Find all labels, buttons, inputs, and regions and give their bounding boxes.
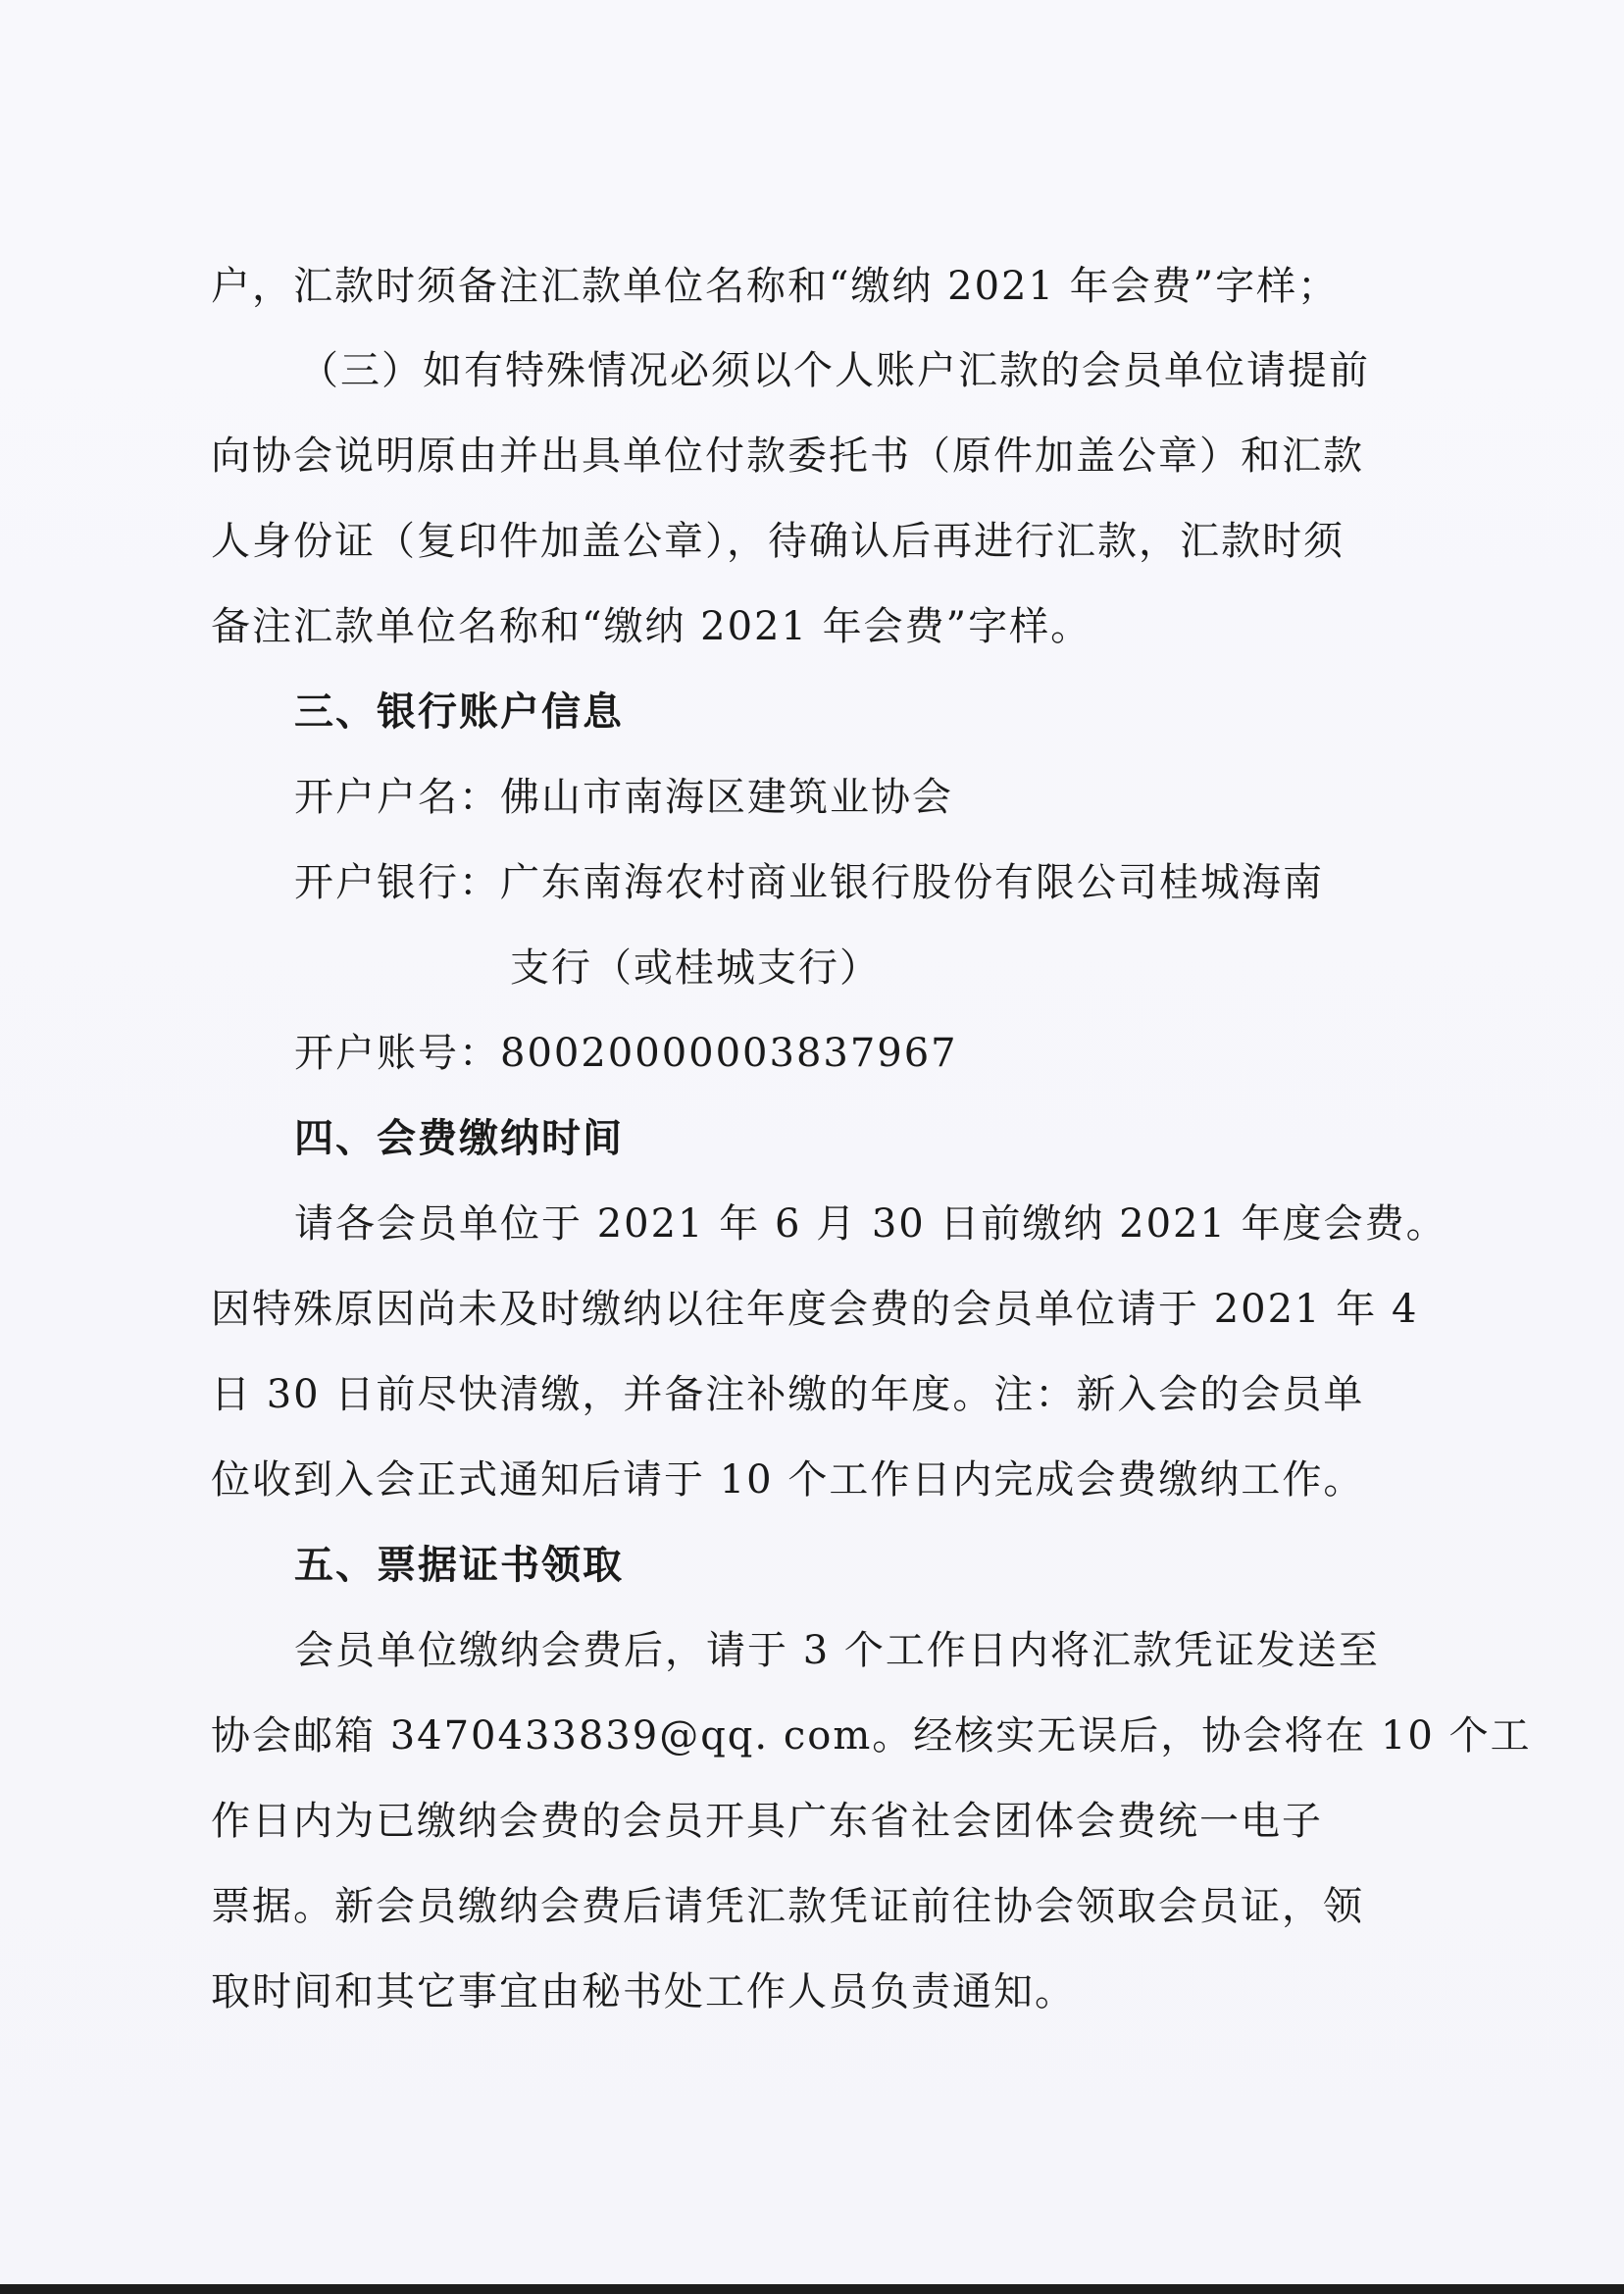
section5-line-1: 会员单位缴纳会费后，请于 3 个工作日内将汇款凭证发送至 (294, 1628, 1380, 1673)
account-number-line: 开户账号：80020000003837967 (294, 1031, 958, 1076)
section5-line-3: 作日内为已缴纳会费的会员开具广东省社会团体会费统一电子 (211, 1799, 1323, 1844)
section5-line-4: 票据。新会员缴纳会费后请凭汇款凭证前往协会领取会员证，领 (211, 1884, 1364, 1929)
paragraph-continuation-line-1: 户，汇款时须备注汇款单位名称和“缴纳 2021 年会费”字样； (211, 264, 1340, 309)
section4-line-1: 请各会员单位于 2021 年 6 月 30 日前缴纳 2021 年度会费。 (294, 1201, 1447, 1247)
section3-heading: 三、银行账户信息 (294, 689, 624, 735)
account-name-line: 开户户名：佛山市南海区建筑业协会 (294, 775, 953, 820)
item3-line-2: 向协会说明原由并出具单位付款委托书（原件加盖公章）和汇款 (211, 433, 1364, 479)
section4-line-4: 位收到入会正式通知后请于 10 个工作日内完成会费缴纳工作。 (211, 1457, 1365, 1503)
bank-line-1: 开户银行：广东南海农村商业银行股份有限公司桂城海南 (294, 860, 1324, 905)
section5-line-2: 协会邮箱 3470433839@qq. com。经核实无误后，协会将在 10 个工 (211, 1713, 1532, 1759)
section5-heading: 五、票据证书领取 (294, 1543, 624, 1588)
bank-line-2: 支行（或桂城支行） (510, 945, 881, 991)
item3-line-1: （三）如有特殊情况必须以个人账户汇款的会员单位请提前 (299, 348, 1370, 393)
section4-line-3: 日 30 日前尽快清缴，并备注补缴的年度。注：新入会的会员单 (211, 1372, 1365, 1417)
item3-line-4: 备注汇款单位名称和“缴纳 2021 年会费”字样。 (211, 604, 1092, 649)
item3-line-3: 人身份证（复印件加盖公章），待确认后再进行汇款，汇款时须 (211, 519, 1345, 564)
section5-line-5: 取时间和其它事宜由秘书处工作人员负责通知。 (211, 1969, 1076, 2014)
section4-line-2: 因特殊原因尚未及时缴纳以往年度会费的会员单位请于 2021 年 4 (211, 1287, 1419, 1332)
section4-heading: 四、会费缴纳时间 (294, 1116, 624, 1161)
scan-bottom-edge (0, 2284, 1624, 2294)
